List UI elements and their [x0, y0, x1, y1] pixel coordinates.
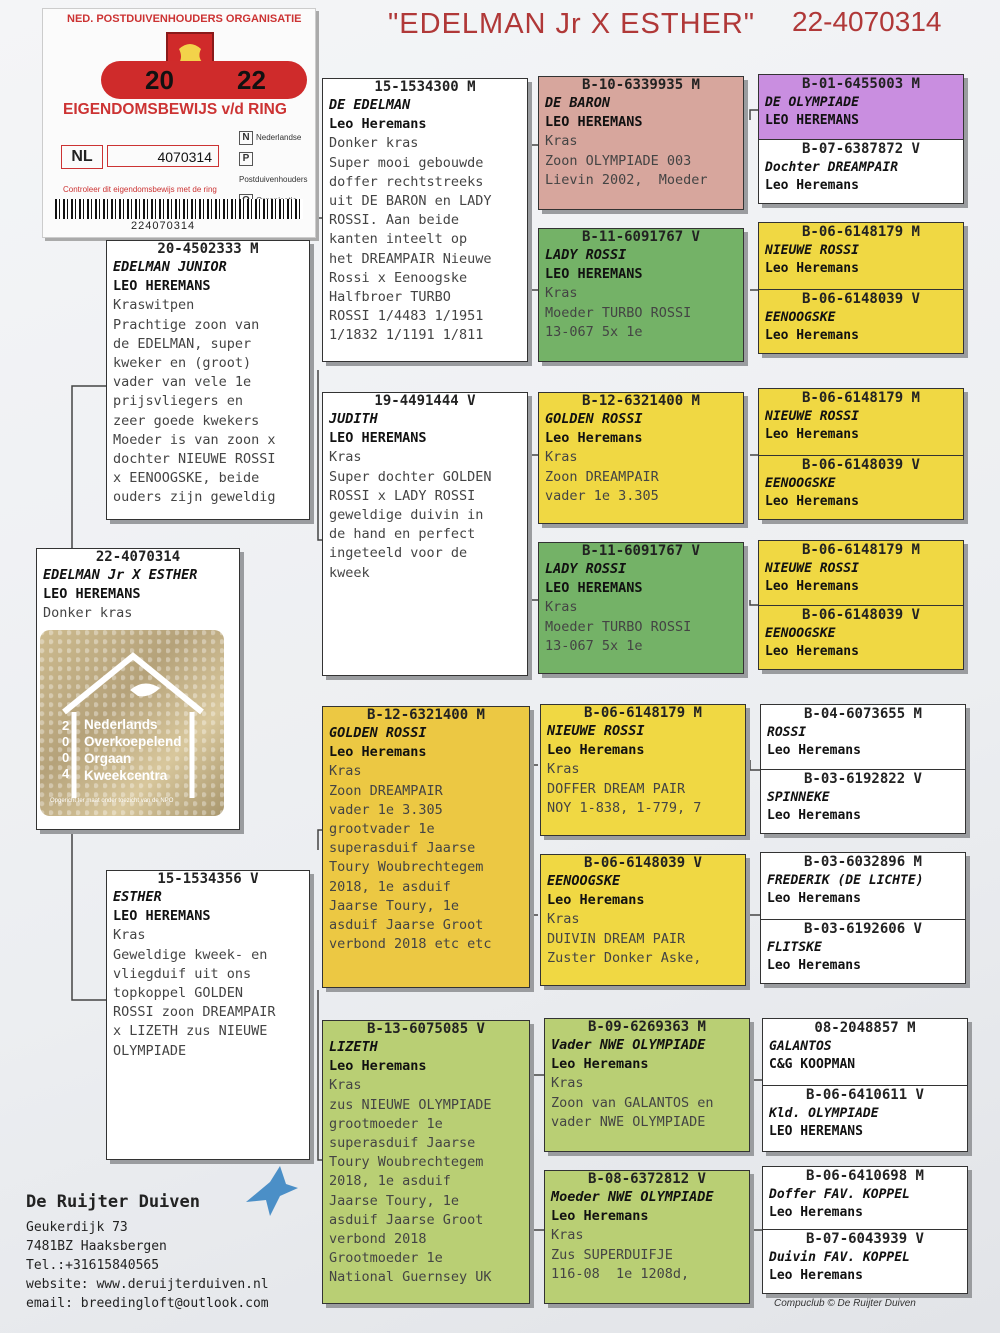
- ancestor-dam-half: [759, 455, 963, 520]
- breeder-email: email: breedingloft@outlook.com: [26, 1296, 269, 1311]
- ancestor-owner: Leo Heremans: [545, 430, 643, 447]
- grandparent-owner: Leo Heremans: [329, 116, 427, 133]
- ancestor-pair-card: [760, 852, 966, 984]
- ancestor-owner: Leo Heremans: [767, 808, 861, 823]
- ancestor-sire-half: [759, 223, 963, 289]
- ancestor-ring: B-06-6148039 V: [801, 607, 920, 623]
- ancestor-notes: Kras Zoon OLYMPIADE 003 Lievin 2002, Moeder: [545, 133, 708, 188]
- ancestor-name: DE BARON: [545, 95, 611, 111]
- ancestor-ring: B-07-6043939 V: [805, 1231, 924, 1247]
- ancestor-ring: B-10-6339935 M: [581, 77, 700, 93]
- ancestor-name: DE OLYMPIADE: [765, 95, 859, 110]
- ancestor-ring: B-03-6032896 M: [803, 854, 922, 870]
- great-grandparent-card: [540, 854, 746, 986]
- ancestor-owner: LEO HEREMANS: [769, 1124, 863, 1139]
- breeder-name: De Ruijter Duiven: [26, 1192, 200, 1212]
- ancestor-name: EENOOGSKE: [765, 626, 836, 641]
- letter-n-icon: N: [239, 131, 253, 145]
- ancestor-owner: C&G KOOPMAN: [769, 1057, 856, 1072]
- nok-hologram-sticker: [40, 630, 224, 816]
- granddam-maternal-card: [322, 1020, 530, 1304]
- ancestor-name: NIEUWE ROSSI: [765, 243, 859, 258]
- ancestor-ring: B-06-6148179 M: [801, 542, 920, 558]
- ancestor-dam-half: [763, 1229, 967, 1294]
- ancestor-name: EENOOGSKE: [765, 476, 836, 491]
- grandparent-name: DE EDELMAN: [329, 97, 411, 113]
- ancestor-name: GOLDEN ROSSI: [545, 411, 643, 427]
- ancestor-ring: B-06-6148039 V: [801, 291, 920, 307]
- ancestor-name: Dochter DREAMPAIR: [765, 160, 899, 175]
- grandparent-notes: Kras Zoon DREAMPAIR vader 1e 3.305 grootvader 1e superasduif Jaarse Toury Woubrechtegem 2018, 1e asduif Jaarse Toury, 1e asduif Jaarse Groot verbond 2018 etc etc: [329, 763, 492, 953]
- ancestor-ring: B-09-6269363 M: [587, 1019, 706, 1035]
- sticker-text: [84, 716, 182, 784]
- ancestor-ring: B-06-6148039 V: [801, 457, 920, 473]
- great-grandparent-card: [538, 542, 744, 674]
- ancestor-ring: B-06-6148039 V: [583, 855, 702, 871]
- legend-postduivenhouders: Postduivenhouders: [239, 175, 308, 184]
- sire-ring: 20-4502333 M: [157, 241, 259, 257]
- ancestor-sire-half: [763, 1019, 967, 1085]
- granddam-paternal-card: [322, 392, 528, 676]
- grandparent-ring: 15-1534300 M: [374, 79, 476, 95]
- ring-ownership-card: [42, 8, 316, 238]
- ancestor-name: Kld. OLYMPIADE: [769, 1106, 879, 1121]
- great-grandparent-card: [544, 1170, 750, 1304]
- barcode: [55, 199, 303, 219]
- grandparent-name: GOLDEN ROSSI: [329, 725, 427, 741]
- ancestor-name: GALANTOS: [769, 1039, 832, 1054]
- breeder-contact: [26, 1192, 269, 1313]
- grandparent-owner: LEO HEREMANS: [329, 430, 427, 447]
- ancestor-pair-card: [760, 704, 966, 834]
- sire-name: EDELMAN JUNIOR: [113, 259, 227, 275]
- ring-year-left: 20: [145, 65, 174, 95]
- sire-notes: Kraswitpen Prachtige zoon van de EDELMAN, super kweker en (groot) vader van vele 1e prijsvliegers en zeer goede kwekers Moeder is van zoon x dochter NIEUWE ROSSI x EENOOGSKE, beide ouders zijn geweldig: [113, 297, 276, 506]
- dam-card: [106, 870, 310, 1160]
- ancestor-ring: B-03-6192822 V: [803, 771, 922, 787]
- ancestor-notes: Kras Zoon DREAMPAIR vader 1e 3.305: [545, 449, 659, 504]
- legend-nederlandse: Nederlandse: [256, 133, 302, 142]
- ancestor-notes: Kras Moeder TURBO ROSSI 13-067 5x 1e: [545, 599, 692, 654]
- grandparent-notes: Kras zus NIEUWE OLYMPIADE grootmoeder 1e superasduif Jaarse Toury Woubrechtegem 2018, 1e asduif Jaarse Toury, 1e asduif Jaarse Groot verbond 2018 Grootmoeder 1e National Guernsey UK: [329, 1077, 492, 1286]
- great-grandparent-card: [544, 1018, 750, 1152]
- sticker-line-1: Nederlands: [84, 717, 158, 732]
- subject-owner: LEO HEREMANS: [43, 586, 141, 603]
- ancestor-notes: Kras DUIVIN DREAM PAIR Zuster Donker Aske,: [547, 911, 702, 966]
- breeder-street: Geukerdijk 73: [26, 1220, 128, 1235]
- ancestor-owner: LEO HEREMANS: [545, 114, 643, 131]
- subject-notes: Donker kras: [43, 605, 133, 622]
- ancestor-dam-half: [759, 139, 963, 204]
- ancestor-name: Moeder NWE OLYMPIADE: [551, 1189, 714, 1205]
- ancestor-name: NIEUWE ROSSI: [547, 723, 645, 739]
- sticker-line-4: Kweekcentra: [84, 768, 168, 783]
- ancestor-pair-card: [758, 222, 964, 354]
- ancestor-owner: LEO HEREMANS: [545, 266, 643, 283]
- ancestor-owner: Leo Heremans: [769, 1205, 863, 1220]
- ancestor-owner: LEO HEREMANS: [765, 113, 859, 128]
- dam-name: ESTHER: [113, 889, 162, 905]
- ancestor-dam-half: [759, 605, 963, 670]
- ancestor-owner: Leo Heremans: [765, 579, 859, 594]
- pedigree-ring-number: 22-4070314: [792, 6, 942, 37]
- ancestor-owner: Leo Heremans: [767, 891, 861, 906]
- ring-card-control-note: Controleer dit eigendomsbewijs met de ring: [63, 185, 217, 194]
- sticker-line-2: Overkoepelend: [84, 734, 182, 749]
- ancestor-notes: Kras Zoon van GALANTOS en vader NWE OLYMPIADE: [551, 1075, 714, 1130]
- grandparent-name: LIZETH: [329, 1039, 378, 1055]
- ancestor-sire-half: [763, 1167, 967, 1229]
- great-grandparent-card: [538, 392, 744, 524]
- ancestor-pair-card: [762, 1018, 968, 1152]
- ancestor-pair-card: [762, 1166, 968, 1294]
- ancestor-notes: Kras Zus SUPERDUIFJE 116-08 1e 1208d,: [551, 1227, 690, 1282]
- ring-number-field: 4070314: [107, 145, 219, 167]
- great-grandparent-card: [538, 76, 744, 210]
- grandparent-notes: Donker kras Super mooi gebouwde doffer rechtstreeks uit DE BARON en LADY ROSSI. Aan beide kanten inteelt op het DREAMPAIR Nieuwe Rossi x Eenoogske Halfbroer TURBO ROSSI 1/4483 1/1951 1/1832 1/1191 1/811: [329, 135, 492, 344]
- ancestor-name: ROSSI: [767, 725, 807, 740]
- footer-credit: Compuclub © De Ruijter Duiven: [774, 1298, 916, 1309]
- breeder-phone: Tel.:+31615840565: [26, 1258, 160, 1273]
- ancestor-ring: B-06-6410611 V: [805, 1087, 924, 1103]
- grandparent-notes: Kras Super dochter GOLDEN ROSSI x LADY ROSSI geweldige duivin in de hand en perfect ingeteeld voor de kweek: [329, 449, 492, 581]
- ancestor-owner: LEO HEREMANS: [545, 580, 643, 597]
- breeder-city: 7481BZ Haaksbergen: [26, 1239, 167, 1254]
- ancestor-name: FREDERIK (DE LICHTE): [767, 873, 924, 888]
- ring-card-organisation: NED. POSTDUIVENHOUDERS ORGANISATIE: [67, 13, 302, 25]
- ancestor-name: NIEUWE ROSSI: [765, 409, 859, 424]
- ancestor-sire-half: [759, 75, 963, 139]
- ancestor-name: EENOOGSKE: [765, 310, 836, 325]
- ancestor-name: NIEUWE ROSSI: [765, 561, 859, 576]
- ancestor-owner: Leo Heremans: [765, 178, 859, 193]
- ancestor-name: FLITSKE: [767, 940, 822, 955]
- grandparent-owner: Leo Heremans: [329, 1058, 427, 1075]
- letter-p-icon: P: [239, 152, 253, 166]
- ring-year-banner: [101, 61, 307, 99]
- ancestor-name: Duivin FAV. KOPPEL: [769, 1250, 910, 1265]
- ancestor-sire-half: [761, 853, 965, 919]
- grandsire-paternal-card: [322, 78, 528, 362]
- sticker-small-print: Opgericht ter maat onder toezicht van de NPO: [50, 798, 174, 804]
- ancestor-owner: Leo Heremans: [765, 644, 859, 659]
- ancestor-ring: B-11-6091767 V: [581, 543, 700, 559]
- ancestor-ring: B-06-6410698 M: [805, 1168, 924, 1184]
- ancestor-name: SPINNEKE: [767, 790, 830, 805]
- grandparent-ring: 19-4491444 V: [374, 393, 476, 409]
- ancestor-owner: Leo Heremans: [765, 494, 859, 509]
- sticker-year: 2 0 0 4: [62, 718, 70, 781]
- ring-country-code: NL: [61, 145, 103, 169]
- ancestor-owner: Leo Heremans: [765, 328, 859, 343]
- ancestor-sire-half: [759, 541, 963, 605]
- grandparent-ring: B-13-6075085 V: [366, 1021, 485, 1037]
- sticker-line-3: Orgaan: [84, 751, 132, 766]
- ancestor-pair-card: [758, 388, 964, 520]
- ancestor-name: LADY ROSSI: [545, 247, 627, 263]
- pedigree-title: "EDELMAN Jr X ESTHER": [388, 8, 756, 40]
- ancestor-ring: B-08-6372812 V: [587, 1171, 706, 1187]
- sire-card: [106, 240, 310, 520]
- ancestor-ring: B-03-6192606 V: [803, 921, 922, 937]
- ancestor-sire-half: [759, 389, 963, 455]
- breeder-website: website: www.deruijterduiven.nl: [26, 1277, 269, 1292]
- grandparent-ring: B-12-6321400 M: [366, 707, 485, 723]
- grandparent-name: JUDITH: [329, 411, 378, 427]
- ring-year-right: 22: [237, 65, 266, 95]
- ring-card-title: EIGENDOMSBEWIJS v/d RING: [63, 101, 287, 118]
- ancestor-owner: Leo Heremans: [551, 1208, 649, 1225]
- ancestor-owner: Leo Heremans: [765, 261, 859, 276]
- ancestor-owner: Leo Heremans: [767, 958, 861, 973]
- dam-ring: 15-1534356 V: [157, 871, 259, 887]
- ancestor-notes: Kras DOFFER DREAM PAIR NOY 1-838, 1-779, 7: [547, 761, 702, 816]
- dam-notes: Kras Geweldige kweek- en vliegduif uit ons topkoppel GOLDEN ROSSI zoon DREAMPAIR x LIZETH zus NIEUWE OLYMPIADE: [113, 927, 276, 1059]
- great-grandparent-card: [538, 228, 744, 362]
- subject-name: EDELMAN Jr X ESTHER: [43, 567, 198, 583]
- ancestor-owner: Leo Heremans: [769, 1268, 863, 1283]
- ancestor-ring: B-12-6321400 M: [581, 393, 700, 409]
- ancestor-name: Doffer FAV. KOPPEL: [769, 1187, 910, 1202]
- ancestor-ring: B-06-6148179 M: [801, 224, 920, 240]
- ancestor-sire-half: [761, 705, 965, 769]
- ancestor-ring: B-04-6073655 M: [803, 706, 922, 722]
- ancestor-dam-half: [763, 1085, 967, 1152]
- ancestor-owner: Leo Heremans: [547, 892, 645, 909]
- ancestor-ring: B-01-6455003 M: [801, 76, 920, 92]
- dam-owner: LEO HEREMANS: [113, 908, 211, 925]
- ancestor-ring: B-06-6148179 M: [801, 390, 920, 406]
- ancestor-owner: Leo Heremans: [551, 1056, 649, 1073]
- ancestor-owner: Leo Heremans: [765, 427, 859, 442]
- ancestor-notes: Kras Moeder TURBO ROSSI 13-067 5x 1e: [545, 285, 692, 340]
- ancestor-name: Vader NWE OLYMPIADE: [551, 1037, 706, 1053]
- sire-owner: LEO HEREMANS: [113, 278, 211, 295]
- ancestor-owner: Leo Heremans: [547, 742, 645, 759]
- ancestor-dam-half: [761, 919, 965, 984]
- ancestor-ring: B-06-6148179 M: [583, 705, 702, 721]
- great-grandparent-card: [540, 704, 746, 836]
- ancestor-pair-card: [758, 74, 964, 204]
- ancestor-pair-card: [758, 540, 964, 670]
- subject-ring: 22-4070314: [95, 549, 181, 565]
- ancestor-dam-half: [761, 769, 965, 834]
- ancestor-dam-half: [759, 289, 963, 354]
- barcode-number: 224070314: [131, 220, 196, 232]
- ancestor-owner: Leo Heremans: [767, 743, 861, 758]
- grandsire-maternal-card: [322, 706, 530, 988]
- grandparent-owner: Leo Heremans: [329, 744, 427, 761]
- ancestor-ring: B-11-6091767 V: [581, 229, 700, 245]
- ancestor-ring: B-07-6387872 V: [801, 141, 920, 157]
- ancestor-ring: 08-2048857 M: [814, 1020, 916, 1036]
- ancestor-name: EENOOGSKE: [547, 873, 621, 889]
- ancestor-name: LADY ROSSI: [545, 561, 627, 577]
